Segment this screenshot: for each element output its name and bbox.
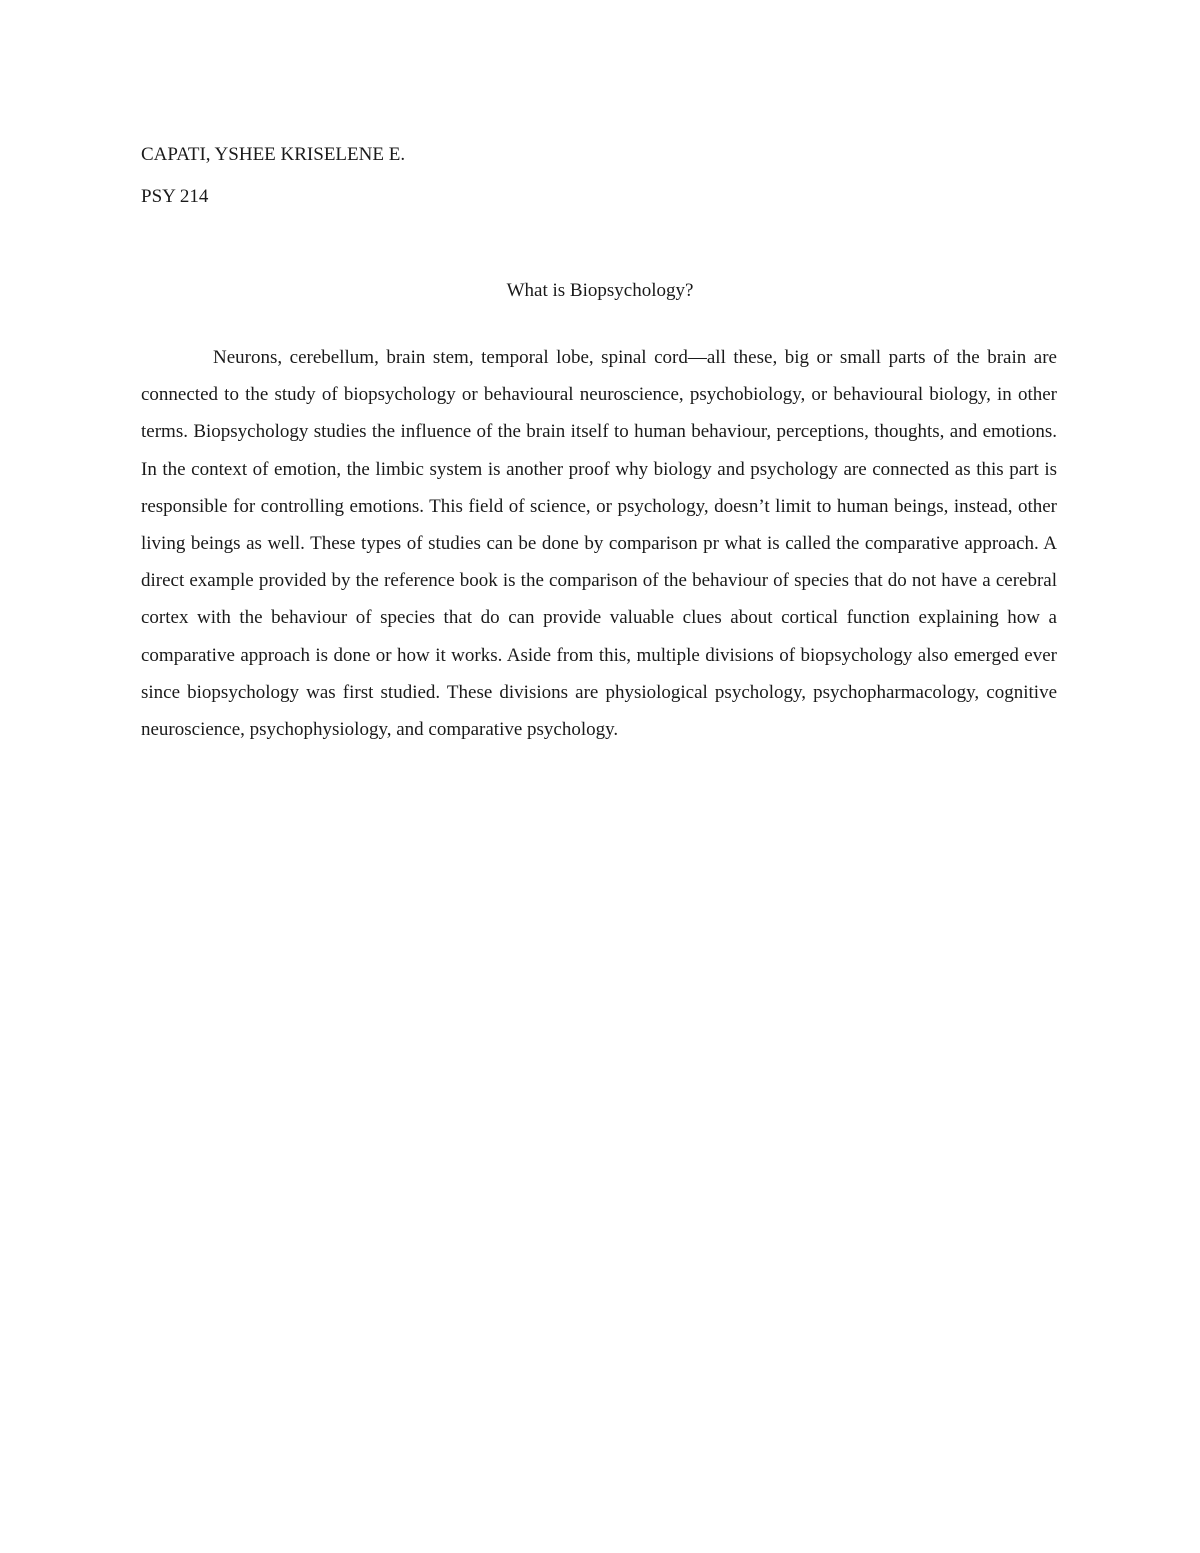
essay-title: What is Biopsychology? [506, 280, 694, 301]
author-name: CAPATI, YSHEE KRISELENE E. [141, 144, 406, 165]
essay-paragraph: Neurons, cerebellum, brain stem, temporal lobe, spinal cord—all these, big or small parts of the brain are connected to the study of biopsychology or behavioural neuroscience, psychobiology, or behavioural biology, in other terms. Biopsychology studies the influence of the brain itself to human behaviour, perceptions, thoughts, and emotions. In the context of emotion, the limbic system is another proof why biology and psychology are connected as this part is responsible for controlling emotions. This field of science, or psychology, doesn’t limit to human beings, instead, other living beings as well. These types of studies can be done by comparison pr what is called the comparative approach. A direct example provided by the reference book is the comparison of the behaviour of species that do not have a cerebral cortex with the behaviour of species that do can provide valuable clues about cortical function explaining how a comparative approach is done or how it works. Aside from this, multiple divisions of biopsychology also emerged ever since biopsychology was first studied. These divisions are physiological psychology, psychopharmacology, cognitive neuroscience, psychophysiology, and comparative psychology. [141, 347, 1057, 741]
course-code: PSY 214 [141, 186, 209, 207]
